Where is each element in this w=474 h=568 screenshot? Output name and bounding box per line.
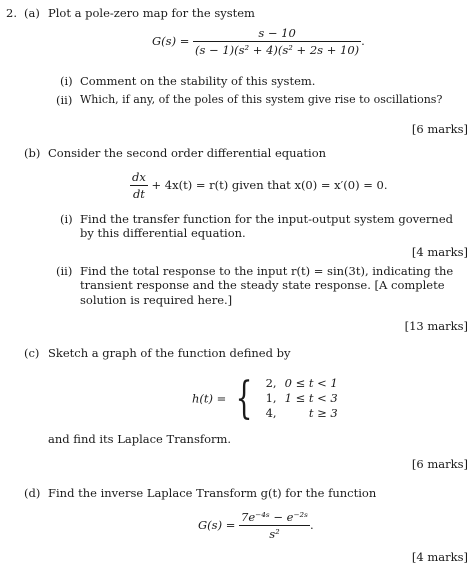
part-d-prompt: Find the inverse Laplace Transform g(t) for the function — [48, 486, 377, 500]
part-d-eq-num: 7e⁻⁴ˢ − e⁻²ˢ — [241, 510, 308, 524]
part-d-eq-den: s² — [239, 525, 310, 541]
part-a-sub-ii: Which, if any, of the poles of this system give rise to oscillations? — [80, 93, 443, 106]
part-a-label: (a) — [24, 6, 40, 20]
part-a-prompt: Plot a pole-zero map for the system — [48, 6, 255, 20]
part-b-prompt: Consider the second order differential equation — [48, 146, 327, 160]
part-b-equation — [130, 170, 388, 202]
part-b-sub-ii: Find the total response to the input r(t) = sin(3t), indicating the transient response and the steady state response. [A complete solution is required here.] — [80, 264, 454, 307]
case-condition: t ≥ 3 — [308, 406, 338, 420]
part-c-equation — [192, 372, 342, 424]
part-a-sub-i-label: (i) — [60, 74, 73, 88]
part-c-cases — [262, 376, 342, 421]
case-row — [262, 406, 342, 421]
part-d-eq-end: . — [310, 517, 314, 532]
case-row — [262, 391, 342, 406]
part-a-eq-num: s − 10 — [258, 26, 296, 40]
part-d-label: (d) — [24, 486, 41, 500]
part-a-sub-ii-label: (ii) — [56, 93, 73, 107]
case-value: 1, — [265, 391, 277, 405]
case-condition: 1 ≤ t < 3 — [284, 391, 338, 405]
part-b-sub-ii-label: (ii) — [56, 264, 73, 278]
part-c-marks: [6 marks] — [411, 457, 468, 471]
part-b-sub-ii-marks: [13 marks] — [404, 319, 468, 333]
part-a-sub-i: Comment on the stability of this system. — [80, 74, 316, 88]
part-d-marks: [4 marks] — [411, 550, 468, 564]
part-a-marks: [6 marks] — [411, 122, 468, 136]
part-b-fraction — [130, 170, 148, 202]
case-value: 2, — [265, 376, 277, 390]
part-d-fraction — [239, 510, 310, 542]
part-d-equation — [198, 510, 314, 542]
part-c-prompt: Sketch a graph of the function defined by — [48, 346, 291, 360]
part-b-sub-i-label: (i) — [60, 212, 73, 226]
part-b-sub-i: Find the transfer function for the input-output system governed by this differential equation. — [80, 212, 453, 241]
case-value: 4, — [265, 406, 277, 420]
part-b-eq-den: dt — [130, 185, 148, 201]
left-brace-icon: { — [235, 372, 253, 424]
part-c-label: (c) — [24, 346, 40, 360]
part-b-eq-num: dx — [132, 170, 146, 184]
part-a-eq-den: (s − 1)(s² + 4)(s² + 2s + 10) — [195, 43, 360, 58]
part-a-fraction — [193, 26, 361, 58]
part-a-eq-end: . — [361, 33, 365, 48]
part-a-eq-lhs: G(s) = — [152, 33, 190, 48]
part-b-sub-i-marks: [4 marks] — [411, 245, 468, 259]
case-condition: 0 ≤ t < 1 — [284, 376, 338, 390]
part-d-eq-lhs: G(s) = — [198, 517, 236, 532]
part-c-follow: and find its Laplace Transform. — [48, 432, 232, 446]
question-number: 2. — [6, 6, 17, 20]
part-b-eq-rest: + 4x(t) = r(t) given that x(0) = x′(0) = 0. — [151, 177, 388, 192]
case-row — [262, 376, 342, 391]
part-a-equation — [152, 26, 365, 58]
part-c-eq-lhs: h(t) = — [192, 391, 227, 406]
part-b-label: (b) — [24, 146, 41, 160]
